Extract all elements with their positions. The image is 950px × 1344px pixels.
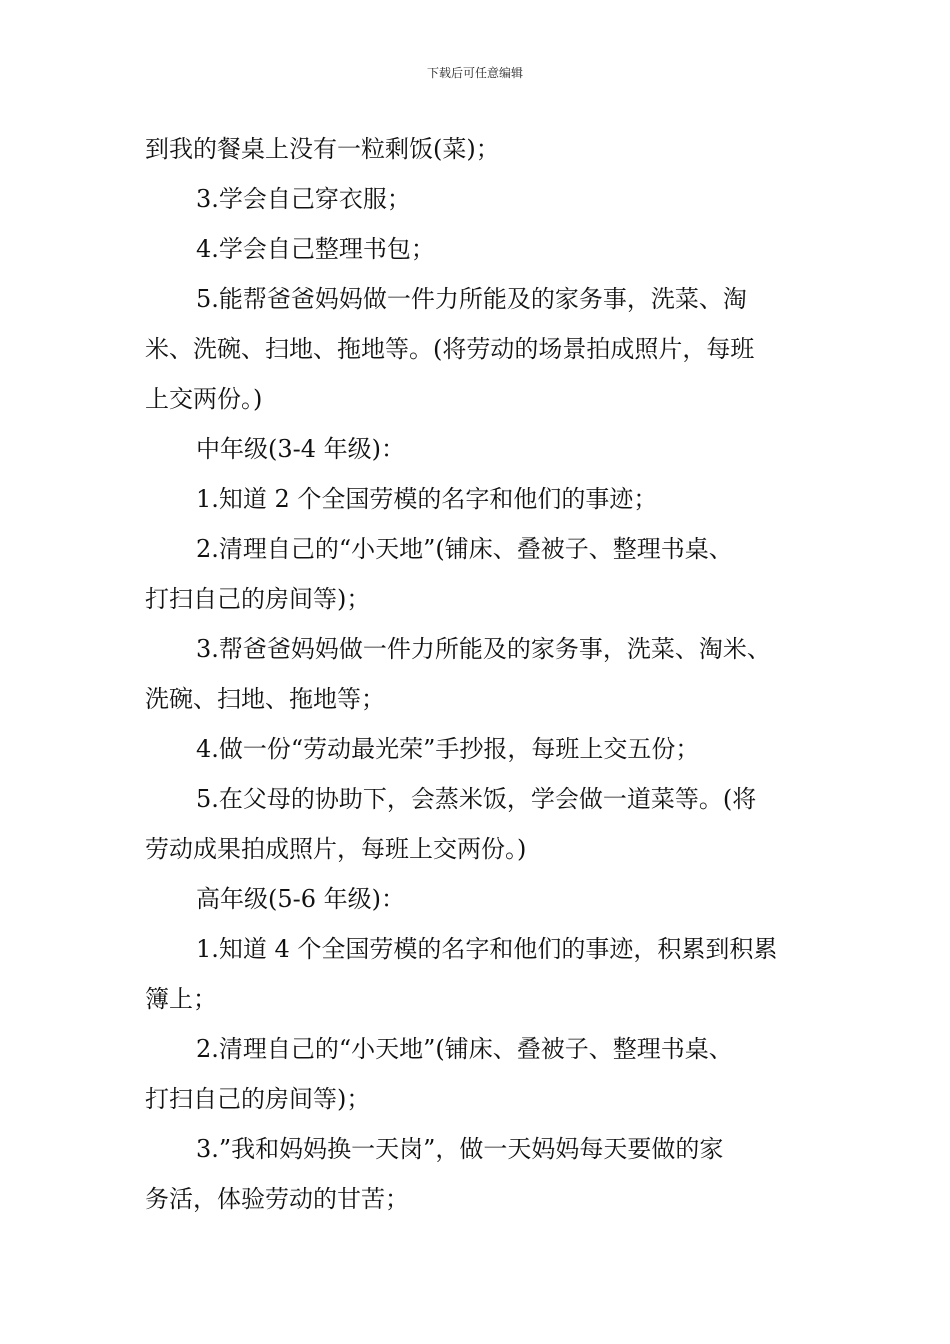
paragraph-line: 3.学会自己穿衣服；	[196, 185, 411, 213]
paragraph-continuation-line: 务活，体验劳动的甘苦；	[145, 1185, 409, 1213]
paragraph-line: 中年级(3-4 年级)：	[196, 435, 406, 463]
paragraph-line: 5.在父母的协助下，会蒸米饭，学会做一道菜等。(将	[196, 785, 757, 813]
paragraph-continuation-line: 劳动成果拍成照片，每班上交两份。)	[145, 835, 527, 863]
paragraph-line: 4.做一份“劳动最光荣”手抄报，每班上交五份；	[196, 735, 700, 763]
paragraph-line: 1.知道 4 个全国劳模的名字和他们的事迹，积累到积累	[196, 935, 778, 963]
paragraph-continuation-line: 打扫自己的房间等)；	[145, 585, 371, 613]
paragraph-line: 高年级(5-6 年级)：	[196, 885, 406, 913]
paragraph-line: 2.清理自己的“小天地”(铺床、叠被子、整理书桌、	[196, 1035, 733, 1063]
paragraph-continuation-line: 上交两份。)	[145, 385, 263, 413]
paragraph-continuation-line: 洗碗、扫地、拖地等；	[145, 685, 385, 713]
paragraph-line: 1.知道 2 个全国劳模的名字和他们的事迹；	[196, 485, 658, 513]
paragraph-continuation-line: 打扫自己的房间等)；	[145, 1085, 371, 1113]
page-header: 下载后可任意编辑	[426, 66, 523, 80]
paragraph-continuation-line: 米、洗碗、扫地、拖地等。(将劳动的场景拍成照片，每班	[145, 335, 755, 363]
paragraph-continuation-line: 簿上；	[145, 985, 217, 1013]
paragraph-line: 4.学会自己整理书包；	[196, 235, 435, 263]
paragraph-line: 3.”我和妈妈换一天岗”，做一天妈妈每天要做的家	[196, 1135, 724, 1163]
paragraph-line: 3.帮爸爸妈妈做一件力所能及的家务事，洗菜、淘米、	[196, 635, 771, 663]
paragraph-line: 到我的餐桌上没有一粒剩饭(菜)；	[145, 135, 500, 163]
paragraph-line: 2.清理自己的“小天地”(铺床、叠被子、整理书桌、	[196, 535, 733, 563]
document-body	[145, 124, 835, 1224]
paragraph-line: 5.能帮爸爸妈妈做一件力所能及的家务事，洗菜、淘	[196, 285, 747, 313]
